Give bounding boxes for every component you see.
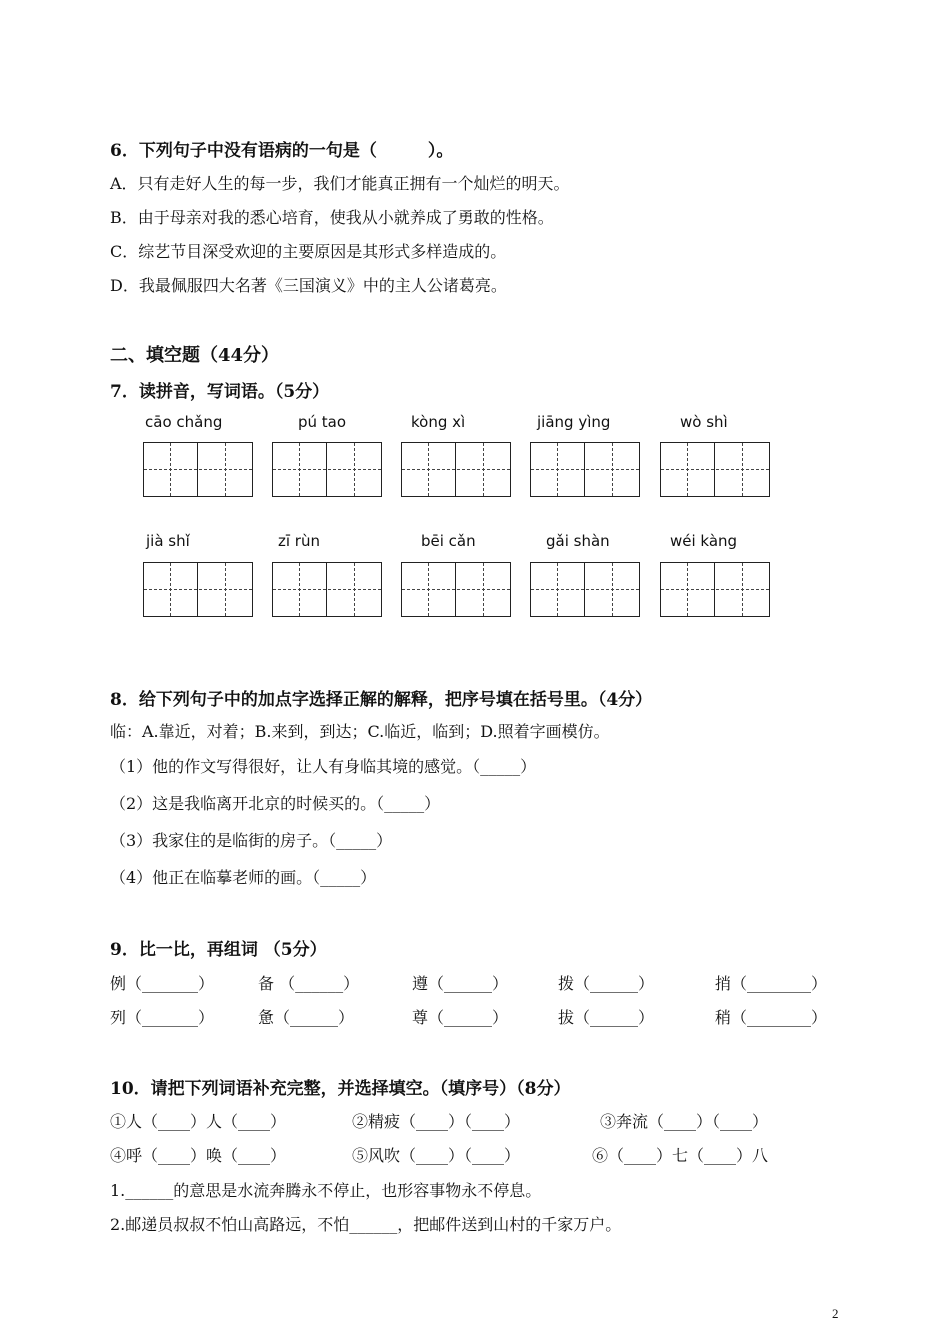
q9-word-pair: 稍（________）: [715, 1008, 828, 1027]
q8-item-2: （2）这是我临离开北京的时候买的。（_____）: [110, 794, 441, 813]
pinyin-label: wò shì: [680, 413, 728, 431]
q9-title: 9．比一比，再组词 （5分）: [110, 940, 327, 960]
q6-option-c: C．综艺节目深受欢迎的主要原因是其形式多样造成的。: [110, 242, 507, 261]
q7-title: 7．读拼音，写词语。（5分）: [110, 382, 330, 402]
pinyin-label: wéi kàng: [670, 532, 738, 550]
q6-option-d: D．我最佩服四大名著《三国演义》中的主人公诸葛亮。: [110, 276, 507, 295]
q10-idiom: ①人（____）人（____）: [110, 1112, 287, 1131]
q6-option-b: B．由于母亲对我的悉心培育，使我从小就养成了勇敢的性格。: [110, 208, 554, 227]
writing-grid[interactable]: [401, 562, 511, 617]
writing-grid[interactable]: [272, 562, 382, 617]
q10-idiom: ⑥（____）七（____）八: [592, 1146, 769, 1165]
q8-definition: 临：A.靠近，对着；B.来到，到达；C.临近，临到；D.照着字画模仿。: [110, 722, 610, 741]
q6-title: 6．下列句子中没有语病的一句是（ ）。: [110, 141, 454, 161]
q9-word-pair: 拔（______）: [558, 1008, 655, 1027]
q9-word-pair: 拨（______）: [558, 974, 655, 993]
q10-idiom: ⑤风吹（____）（____）: [352, 1146, 521, 1165]
writing-grid[interactable]: [660, 562, 770, 617]
q10-sentence-1: 1.______的意思是水流奔腾永不停止，也形容事物永不停息。: [110, 1181, 542, 1200]
pinyin-label: cāo chǎng: [145, 413, 223, 431]
q9-word-pair: 例（_______）: [110, 974, 215, 993]
q10-title: 10．请把下列词语补充完整，并选择填空。（填序号）（8分）: [110, 1079, 571, 1099]
q9-word-pair: 遵（______）: [412, 974, 509, 993]
pinyin-label: jià shǐ: [146, 532, 190, 550]
q10-sentence-2: 2.邮递员叔叔不怕山高路远，不怕______，把邮件送到山村的千家万户。: [110, 1215, 622, 1234]
section-2-title: 二、填空题（44分）: [110, 345, 280, 366]
writing-grid[interactable]: [401, 442, 511, 497]
pinyin-label: gǎi shàn: [546, 532, 610, 550]
writing-grid[interactable]: [143, 562, 253, 617]
q9-word-pair: 备 （______）: [258, 974, 360, 993]
q8-item-1: （1）他的作文写得很好，让人有身临其境的感觉。（_____）: [110, 757, 537, 776]
pinyin-label: bēi cǎn: [421, 532, 476, 550]
pinyin-label: zī rùn: [278, 532, 320, 550]
q9-word-pair: 捎（________）: [715, 974, 828, 993]
q9-word-pair: 列（_______）: [110, 1008, 215, 1027]
pinyin-label: pú tao: [298, 413, 347, 431]
q10-idiom: ③奔流（____）（____）: [600, 1112, 769, 1131]
page-number: 2: [832, 1306, 839, 1321]
pinyin-label: kòng xì: [411, 413, 466, 431]
q6-option-a: A．只有走好人生的每一步，我们才能真正拥有一个灿烂的明天。: [110, 174, 570, 193]
q9-word-pair: 尊（______）: [412, 1008, 509, 1027]
writing-grid[interactable]: [530, 442, 640, 497]
q9-word-pair: 惫（______）: [258, 1008, 355, 1027]
q8-item-4: （4）他正在临摹老师的画。（_____）: [110, 868, 377, 887]
q10-idiom: ④呼（____）唤（____）: [110, 1146, 287, 1165]
pinyin-label: jiāng yìng: [537, 413, 611, 431]
writing-grid[interactable]: [272, 442, 382, 497]
q8-item-3: （3）我家住的是临街的房子。（_____）: [110, 831, 393, 850]
writing-grid[interactable]: [530, 562, 640, 617]
writing-grid[interactable]: [143, 442, 253, 497]
writing-grid[interactable]: [660, 442, 770, 497]
q8-title: 8．给下列句子中的加点字选择正解的解释，把序号填在括号里。（4分）: [110, 690, 653, 710]
q10-idiom: ②精疲（____）（____）: [352, 1112, 521, 1131]
